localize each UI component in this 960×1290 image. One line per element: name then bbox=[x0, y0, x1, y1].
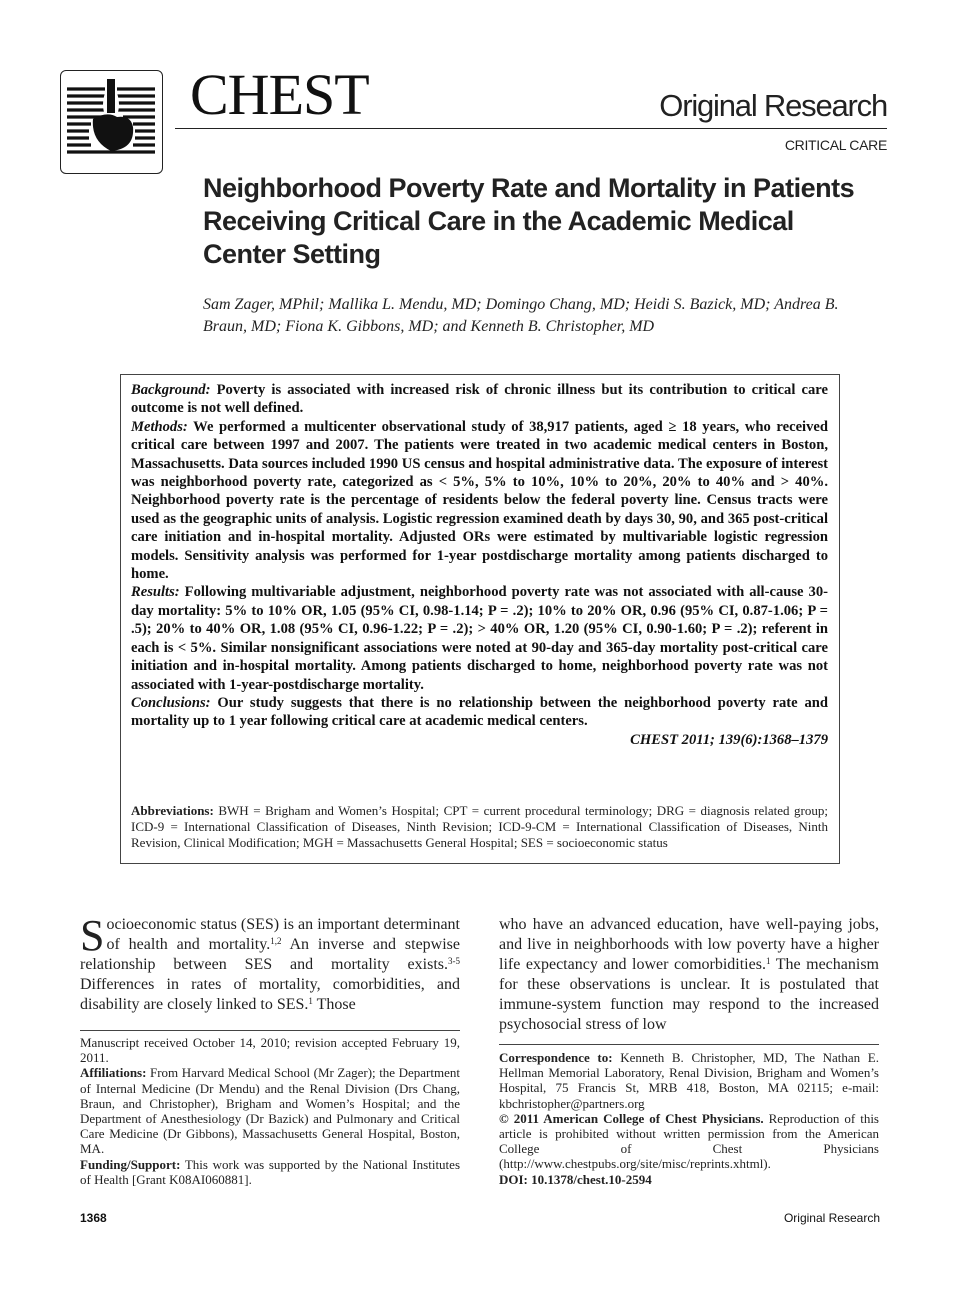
author-list: Sam Zager, MPhil; Mallika L. Mendu, MD; Domingo Chang, MD; Heidi S. Bazick, MD; Andrea B. Braun, MD; Fiona K. Gibbons, MD; and Kenneth B. Christopher, MD bbox=[203, 296, 839, 335]
footnote-label: Affiliations: bbox=[80, 1065, 147, 1081]
body-column-right bbox=[499, 915, 879, 1035]
body-text: Those bbox=[312, 996, 356, 1013]
correspondence-text: Kenneth B. Christopher, MD, The Nathan E. Hellman Memorial Laboratory, Renal Division, Brigham and Women’s Hospital, 75 Francis St, MRB 418, Boston, MA 02115; e-mail: kbchristopher@partners.org bbox=[499, 1050, 879, 1111]
reference-mark[interactable]: 3-5 bbox=[448, 956, 460, 966]
section-label: CRITICAL CARE bbox=[784, 137, 887, 153]
abstract-background-text: Poverty is associated with increased risk of chronic illness but its contribution to critical care outcome is not well defined. bbox=[131, 382, 828, 417]
abbreviations-text: BWH = Brigham and Women’s Hospital; CPT = current procedural terminology; DRG = diagnosis related group; ICD-9 = International Classification of Diseases, Ninth Revision; ICD-9-CM = International Classification of Diseases, Ninth Revision, Clinical Modification; MGH = Massachusetts General Hospital; SES = socioeconomic status bbox=[131, 803, 828, 850]
footnote-label: © 2011 American College of Chest Physicians. bbox=[499, 1110, 764, 1126]
abstract-conclusions-text: Our study suggests that there is no relationship between the neighborhood poverty rate and mortality up to 1 year following critical care at academic medical centers. bbox=[131, 694, 828, 730]
funding bbox=[80, 1157, 460, 1187]
copyright bbox=[499, 1111, 879, 1172]
journal-logo bbox=[60, 70, 163, 174]
affiliations bbox=[80, 1065, 460, 1156]
chest-lungs-icon bbox=[61, 71, 161, 172]
abbreviations-label: Abbreviations: bbox=[131, 803, 214, 818]
reference-mark[interactable]: 1 bbox=[765, 956, 771, 966]
abstract bbox=[131, 381, 828, 749]
body-text: The mechanism for these observations is unclear. It is postulated that immune-system function may respond to the increased psychosocial stress of low bbox=[499, 956, 880, 1033]
footnote-label: DOI: bbox=[499, 1171, 528, 1187]
abstract-methods bbox=[131, 418, 828, 584]
doi-link[interactable]: 10.1378/chest.10-2594 bbox=[531, 1171, 652, 1187]
page-number: 1368 bbox=[80, 1211, 107, 1225]
footnote-rule bbox=[80, 1030, 460, 1031]
abstract-conclusions bbox=[131, 694, 828, 731]
abstract-label: Conclusions: bbox=[131, 694, 211, 711]
abstract-results bbox=[131, 583, 828, 693]
manuscript-dates: Manuscript received October 14, 2010; revision accepted February 19, 2011. bbox=[80, 1035, 460, 1066]
doi bbox=[499, 1172, 879, 1187]
footnotes-left bbox=[80, 1035, 460, 1187]
body-text: Differences in rates of mortality, comorbidities, and disability are closely linked to SES. bbox=[80, 976, 460, 1013]
reference-mark[interactable]: 1 bbox=[308, 996, 313, 1006]
body-text: ocioeconomic status (SES) is an important determinant of health and mortality. bbox=[106, 916, 460, 953]
abbreviations bbox=[131, 803, 828, 851]
header-rule bbox=[175, 128, 887, 129]
copyright-text: Reproduction of this article is prohibited without written permission from the American College of Chest Physicians (http://www.chestpubs.org/site/misc/reprints.xhtml). bbox=[499, 1110, 879, 1172]
footnote-label: Correspondence to: bbox=[499, 1050, 613, 1065]
footnote-rule bbox=[499, 1044, 879, 1045]
correspondence bbox=[499, 1050, 879, 1111]
body-text: who have an advanced education, have well-paying jobs, and live in neighborhoods with low poverty have a higher life expectancy and lower comorbidities. bbox=[499, 916, 879, 973]
abstract-label: Results: bbox=[131, 584, 180, 601]
body-column-left bbox=[80, 911, 461, 1015]
affiliations-text: From Harvard Medical School (Mr Zager); the Department of Internal Medicine (Dr Mendu) and the Renal Division (Drs Chang, Braun, and Christopher), Brigham and Women’s Hospital; and the Department of Anesthesiology (Dr Bazick) and Pulmonary and Critical Care Medicine (Dr Gibbons), Massachusetts General Hospital, Boston, MA. bbox=[80, 1065, 460, 1157]
article-type: Original Research bbox=[659, 88, 887, 123]
reference-mark[interactable]: 1,2 bbox=[270, 936, 282, 946]
abstract-label: Background: bbox=[131, 382, 211, 398]
footnote-label: Funding/Support: bbox=[80, 1156, 181, 1172]
citation: CHEST 2011; 139(6):1368–1379 bbox=[630, 731, 828, 748]
footnotes-right bbox=[499, 1050, 879, 1187]
abstract-label: Methods: bbox=[131, 418, 188, 435]
journal-name: CHEST bbox=[190, 62, 369, 127]
abstract-methods-text: We performed a multicenter observational study of 38,917 patients, aged ≥ 18 years, who received critical care between 1997 and 2007. The patients were treated in two academic medical centers in Boston, Massachusetts. Data sources included 1990 US census and hospital administrative data. The exposure of interest was neighborhood poverty rate, categorized as < 5%, 5% to 10%, 10% to 20%, 20% to 40% and > 40%. Neighborhood poverty rate is the percentage of residents below the federal poverty line. Census tracts were used as the geographic units of analysis. Logistic regression examined death by days 30, 90, and 365 post-critical care initiation and in-hospital mortality. Adjusted ORs were estimated by multivariable logistic regression models. Sensitivity analysis was performed for 1-year postdischarge mortality among patients discharged to home. bbox=[131, 418, 828, 583]
article-title: Neighborhood Poverty Rate and Mortality in Patients Receiving Critical Care in the Academic Medical Center Setting bbox=[203, 173, 855, 269]
running-footer: Original Research bbox=[783, 1211, 880, 1225]
funding-text: This work was supported by the National Institutes of Health [Grant K08AI060881]. bbox=[80, 1156, 460, 1187]
drop-cap: S bbox=[80, 911, 105, 960]
abstract-results-text: Following multivariable adjustment, neighborhood poverty rate was not associated with all-cause 30-day mortality: 5% to 10% OR, 1.05 (95% CI, 0.98-1.14; P = .2); 10% to 20% OR, 0.96 (95% CI, 0.87-1.06; P = .5); 20% to 40% OR, 1.08 (95% CI, 0.96-1.22; P = .2); > 40% OR, 1.20 (95% CI, 0.90-1.60; P = .2); referent in each is < 5%. Similar nonsignificant associations were noted at 90-day and 365-day mortality post-critical care initiation and in-hospital mortality. Among patients discharged to home, neighborhood poverty rate was not associated with 1-year-postdischarge mortality. bbox=[131, 584, 828, 693]
body-text: An inverse and stepwise relationship between SES and mortality exists. bbox=[80, 936, 461, 973]
abstract-background bbox=[131, 381, 828, 418]
